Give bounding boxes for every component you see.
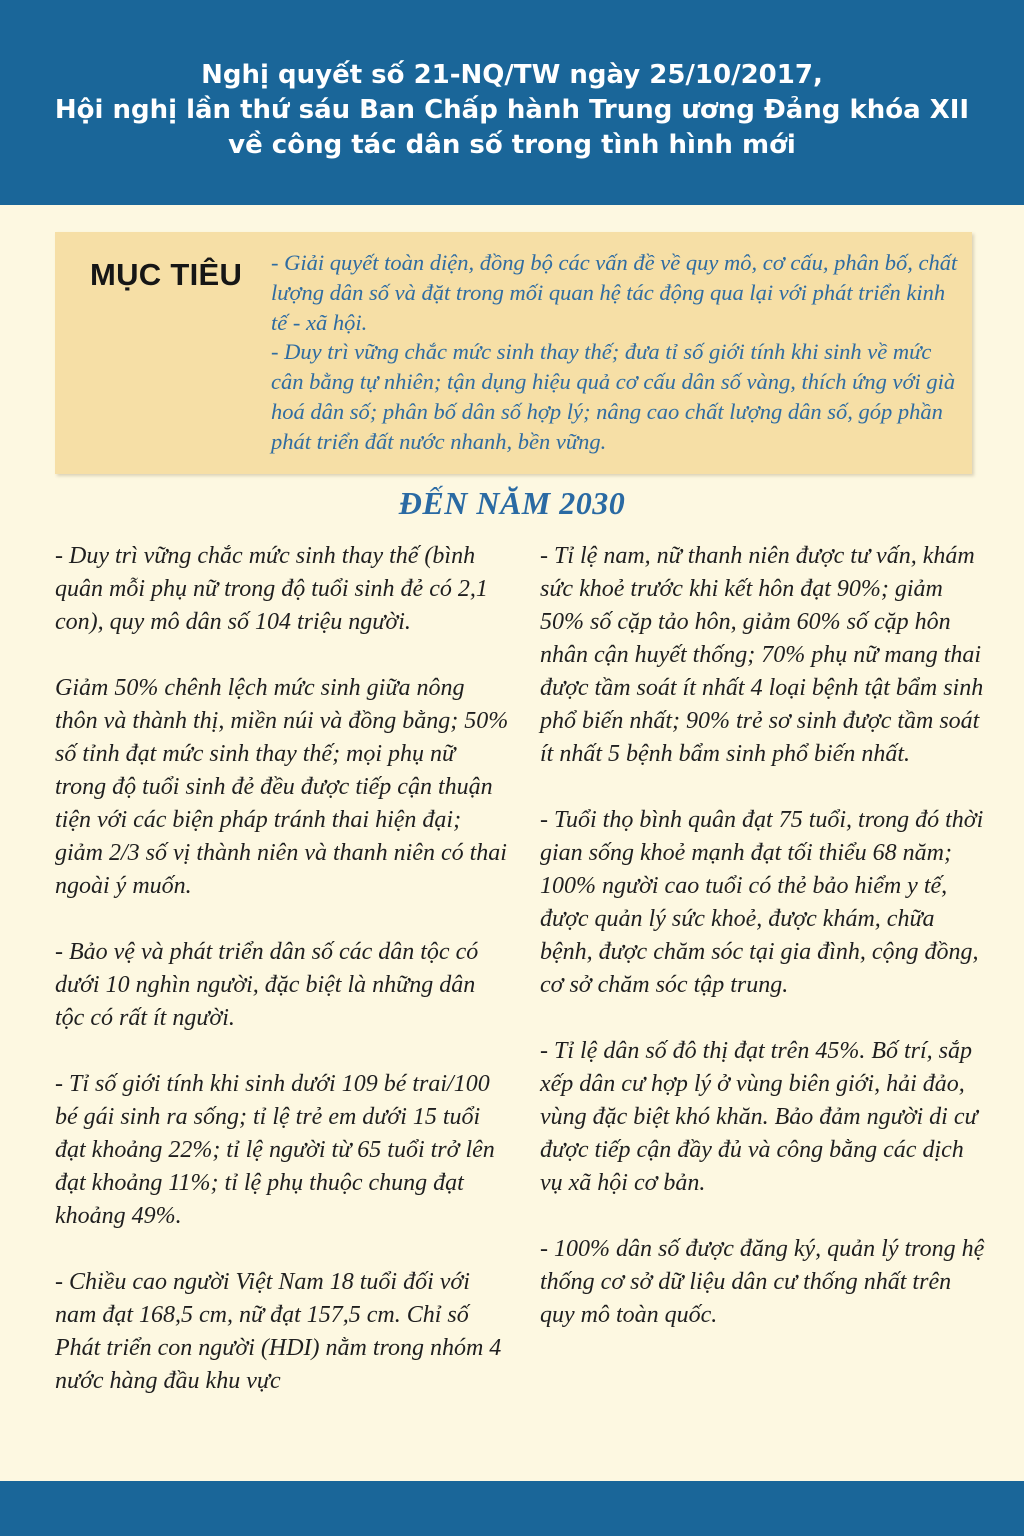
target-paragraph: - Tỉ số giới tính khi sinh dưới 109 bé trai/100 bé gái sinh ra sống; tỉ lệ trẻ em dưới 15 tuổi đạt khoảng 22%; tỉ lệ người từ 65 tuổi trở lên đạt khoảng 11%; tỉ lệ phụ thuộc chung đạt khoảng 49%.	[55, 1071, 495, 1229]
target-paragraph: - Tuổi thọ bình quân đạt 75 tuổi, trong đó thời gian sống khoẻ mạnh đạt tối thiểu 68 năm; 100% người cao tuổi có thẻ bảo hiểm y tế, được quản lý sức khoẻ, được khám, chữa bệnh, được chăm sóc tại gia đình, cộng đồng, cơ sở chăm sóc tập trung.	[540, 807, 984, 998]
header-title-line-2: Hội nghị lần thứ sáu Ban Chấp hành Trung ương Đảng khóa XII	[54, 95, 970, 125]
footer-banner	[0, 1481, 1024, 1536]
target-paragraph: Giảm 50% chênh lệch mức sinh giữa nông thôn và thành thị, miền núi và đồng bằng; 50% số tỉnh đạt mức sinh thay thế; mọi phụ nữ trong độ tuổi sinh đẻ đều được tiếp cận thuận tiện với các biện pháp tránh thai hiện đại; giảm 2/3 số vị thành niên và thanh niên có thai ngoài ý muốn.	[55, 675, 509, 899]
muc-tieu-label: MỤC TIÊU	[90, 257, 243, 292]
muc-tieu-text	[271, 248, 966, 457]
target-paragraph: - Tỉ lệ dân số đô thị đạt trên 45%. Bố trí, sắp xếp dân cư hợp lý ở vùng biên giới, hải đảo, vùng đặc biệt khó khăn. Bảo đảm người di cư được tiếp cận đầy đủ và công bằng các dịch vụ xã hội cơ bản.	[540, 1038, 978, 1196]
target-paragraph: - Chiều cao người Việt Nam 18 tuổi đối với nam đạt 168,5 cm, nữ đạt 157,5 cm. Chỉ số Phát triển con người (HDI) nằm trong nhóm 4 nước hàng đầu khu vực	[55, 1269, 502, 1394]
muc-tieu-paragraph: - Giải quyết toàn diện, đồng bộ các vấn đề về quy mô, cơ cấu, phân bố, chất lượng dân số và đặt trong mối quan hệ tác động qua lại với phát triển kinh tế - xã hội.	[271, 250, 958, 335]
header-banner	[0, 0, 1024, 205]
header-title-line-1: Nghị quyết số 21-NQ/TW ngày 25/10/2017,	[201, 60, 823, 90]
target-paragraph: - 100% dân số được đăng ký, quản lý trong hệ thống cơ sở dữ liệu dân cư thống nhất trên quy mô toàn quốc.	[540, 1236, 985, 1328]
muc-tieu-box	[55, 232, 972, 474]
target-paragraph: - Duy trì vững chắc mức sinh thay thế (bình quân mỗi phụ nữ trong độ tuổi sinh đẻ có 2,1 con), quy mô dân số 104 triệu người.	[55, 543, 488, 635]
muc-tieu-paragraph: - Duy trì vững chắc mức sinh thay thế; đưa tỉ số giới tính khi sinh về mức cân bằng tự nhiên; tận dụng hiệu quả cơ cấu dân số vàng, thích ứng với già hoá dân số; phân bố dân số hợp lý; nâng cao chất lượng dân số, góp phần phát triển đất nước nhanh, bền vững.	[271, 339, 956, 454]
left-column	[55, 540, 510, 1431]
target-paragraph: - Tỉ lệ nam, nữ thanh niên được tư vấn, khám sức khoẻ trước khi kết hôn đạt 90%; giảm 50% số cặp tảo hôn, giảm 60% số cặp hôn nhân cận huyết thống; 70% phụ nữ mang thai được tầm soát ít nhất 4 loại bệnh tật bẩm sinh phổ biến nhất; 90% trẻ sơ sinh được tầm soát ít nhất 5 bệnh bẩm sinh phổ biến nhất.	[540, 543, 984, 767]
section-heading-2030: ĐẾN NĂM 2030	[398, 485, 626, 521]
header-title-line-3: về công tác dân số trong tình hình mới	[228, 130, 796, 160]
target-paragraph: - Bảo vệ và phát triển dân số các dân tộc có dưới 10 nghìn người, đặc biệt là những dân tộc có rất ít người.	[55, 939, 479, 1031]
right-column	[540, 540, 985, 1365]
